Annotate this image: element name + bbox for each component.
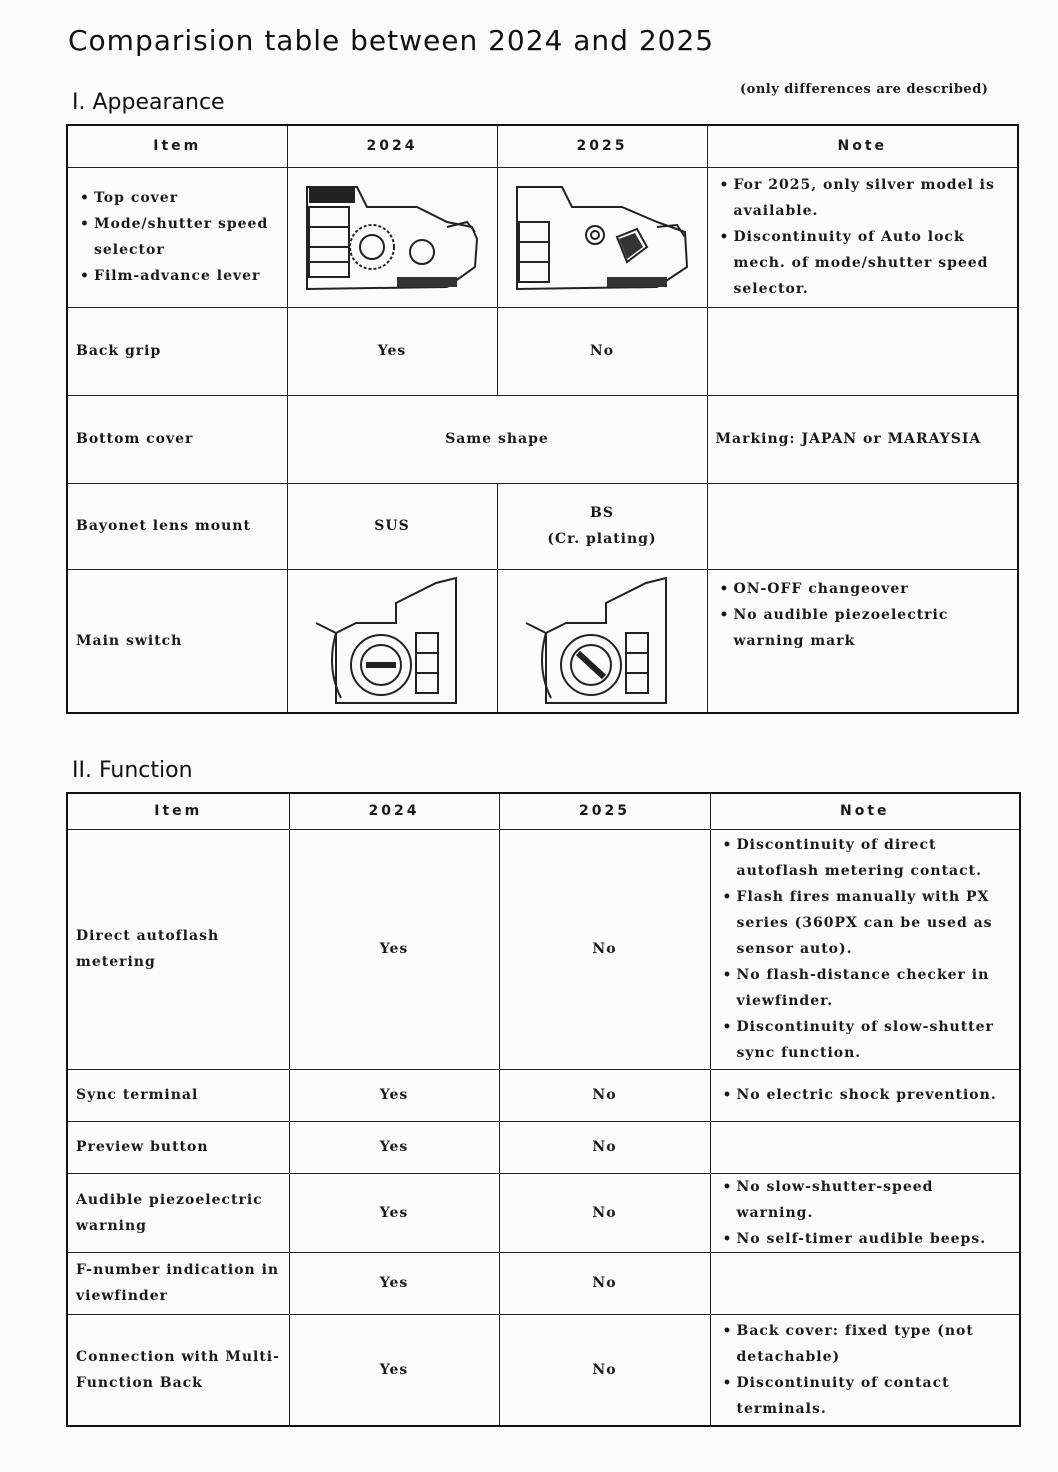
value-2025: No xyxy=(499,1173,710,1252)
header-2025: 2025 xyxy=(499,793,710,829)
note-cell xyxy=(707,167,1018,307)
table-row xyxy=(67,1069,1020,1121)
value-2025: No xyxy=(499,1314,710,1426)
list-item: • Film-advance lever xyxy=(78,263,279,289)
item-cell: Bottom cover xyxy=(67,395,287,483)
value-2024: Yes xyxy=(289,1121,499,1173)
table-row xyxy=(67,1252,1020,1314)
main-switch-2025-image xyxy=(497,569,707,713)
note-list xyxy=(716,172,1010,302)
function-table xyxy=(66,792,1021,1427)
section-heading-function: II. Function xyxy=(72,758,193,783)
note-list xyxy=(719,832,1012,1066)
header-note: Note xyxy=(710,793,1020,829)
list-item: • No self-timer audible beeps. xyxy=(723,1226,1012,1252)
note-cell xyxy=(710,1252,1020,1314)
list-item: • No flash-distance checker in viewfinder. xyxy=(723,962,1012,1014)
item-cell: Back grip xyxy=(67,307,287,395)
note-cell xyxy=(710,1121,1020,1173)
header-2024: 2024 xyxy=(287,125,497,167)
item-cell: Connection with Multi-Function Back xyxy=(67,1314,289,1426)
list-item: • For 2025, only silver model is available. xyxy=(720,172,1010,224)
main-switch-2025-illustration xyxy=(506,573,706,708)
note-cell xyxy=(710,829,1020,1069)
item-cell: Sync terminal xyxy=(67,1069,289,1121)
value-2025: No xyxy=(499,829,710,1069)
item-list xyxy=(76,185,279,289)
list-item: • Discontinuity of slow-shutter sync function. xyxy=(723,1014,1012,1066)
list-item: • Mode/shutter speed selector xyxy=(78,211,279,263)
note-list xyxy=(719,1174,1012,1252)
list-item: • Discontinuity of Auto lock mech. of mode/shutter speed selector. xyxy=(720,224,1010,302)
value-2025: No xyxy=(499,1069,710,1121)
value-2025: No xyxy=(499,1121,710,1173)
value-2025 xyxy=(497,483,707,569)
list-item: • Flash fires manually with PX series (360PX can be used as sensor auto). xyxy=(723,884,1012,962)
header-note: Note xyxy=(707,125,1018,167)
value-2024: Yes xyxy=(289,829,499,1069)
value-both: Same shape xyxy=(287,395,707,483)
table-row xyxy=(67,569,1018,713)
top-cover-2025-image xyxy=(497,167,707,307)
value-2025: No xyxy=(497,307,707,395)
value-2025-plating: (Cr. plating) xyxy=(547,531,657,547)
table-row xyxy=(67,167,1018,307)
list-item: • Discontinuity of direct autoflash metering contact. xyxy=(723,832,1012,884)
list-item: • No audible piezoelectric warning mark xyxy=(720,602,1010,654)
camera-top-2025-illustration xyxy=(507,177,697,297)
table-row xyxy=(67,829,1020,1069)
note-cell xyxy=(710,1173,1020,1252)
list-item: • Back cover: fixed type (not detachable) xyxy=(723,1318,1012,1370)
table-row xyxy=(67,483,1018,569)
note-cell xyxy=(707,307,1018,395)
item-cell: F-number indication in viewfinder xyxy=(67,1252,289,1314)
value-2024: Yes xyxy=(289,1252,499,1314)
table-header-row xyxy=(67,793,1020,829)
page-title: Comparision table between 2024 and 2025 xyxy=(68,24,715,57)
value-2024: Yes xyxy=(289,1173,499,1252)
header-item: Item xyxy=(67,125,287,167)
header-item: Item xyxy=(67,793,289,829)
value-2024: Yes xyxy=(289,1314,499,1426)
value-2024: SUS xyxy=(287,483,497,569)
note-cell xyxy=(707,569,1018,713)
table-row xyxy=(67,1314,1020,1426)
note-cell xyxy=(707,483,1018,569)
item-cell: Audible piezoelectric warning xyxy=(67,1173,289,1252)
note-cell: Marking: JAPAN or MARAYSIA xyxy=(707,395,1018,483)
note-cell xyxy=(710,1314,1020,1426)
table-row xyxy=(67,395,1018,483)
item-cell: Main switch xyxy=(67,569,287,713)
differences-note: (only differences are described) xyxy=(740,82,989,97)
list-item: • No slow-shutter-speed warning. xyxy=(723,1174,1012,1226)
top-cover-2024-image xyxy=(287,167,497,307)
value-2025-material: BS xyxy=(590,505,614,521)
note-list xyxy=(716,576,1010,654)
list-item: • Top cover xyxy=(78,185,279,211)
item-cell: Bayonet lens mount xyxy=(67,483,287,569)
appearance-table xyxy=(66,124,1019,714)
table-row xyxy=(67,1173,1020,1252)
main-switch-2024-image xyxy=(287,569,497,713)
note-list xyxy=(719,1082,1012,1108)
table-header-row xyxy=(67,125,1018,167)
main-switch-2024-illustration xyxy=(296,573,496,708)
table-row xyxy=(67,1121,1020,1173)
table-row xyxy=(67,307,1018,395)
camera-top-2024-illustration xyxy=(297,177,487,297)
section-heading-appearance: I. Appearance xyxy=(72,90,225,115)
item-cell xyxy=(67,167,287,307)
note-cell xyxy=(710,1069,1020,1121)
item-cell: Preview button xyxy=(67,1121,289,1173)
value-2024: Yes xyxy=(289,1069,499,1121)
header-2024: 2024 xyxy=(289,793,499,829)
value-2024: Yes xyxy=(287,307,497,395)
list-item: • No electric shock prevention. xyxy=(723,1082,1012,1108)
note-list xyxy=(719,1318,1012,1422)
list-item: • ON-OFF changeover xyxy=(720,576,1010,602)
value-2025: No xyxy=(499,1252,710,1314)
header-2025: 2025 xyxy=(497,125,707,167)
item-cell: Direct autoflash metering xyxy=(67,829,289,1069)
list-item: • Discontinuity of contact terminals. xyxy=(723,1370,1012,1422)
